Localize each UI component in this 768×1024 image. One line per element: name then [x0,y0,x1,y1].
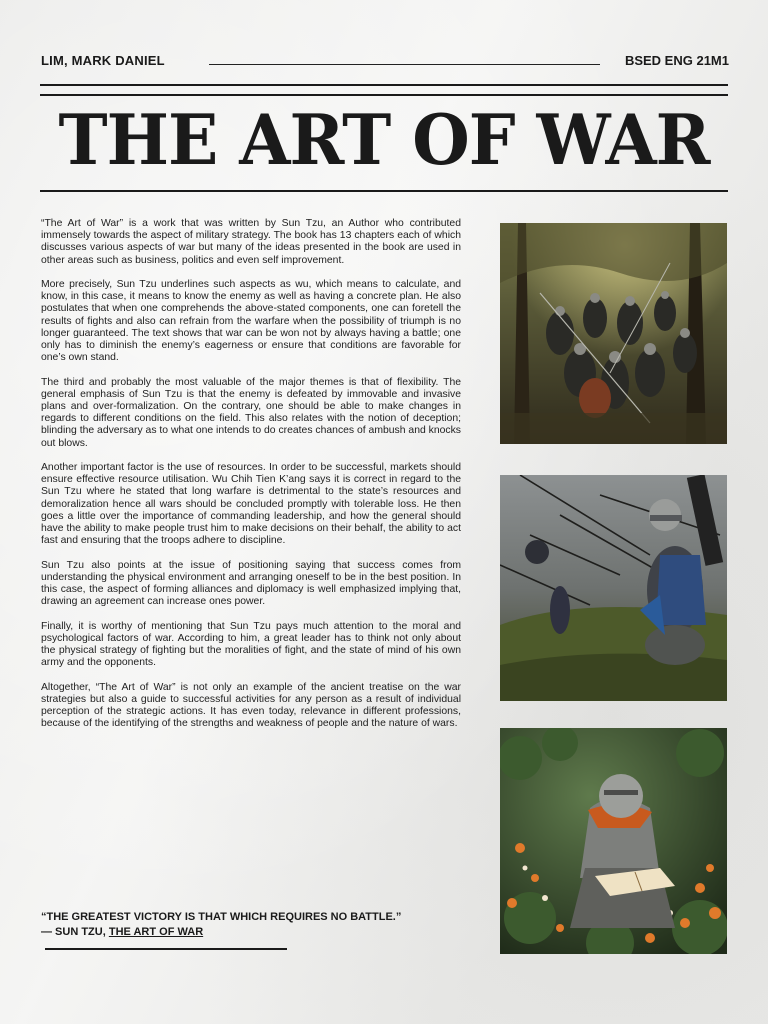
quote-underline [45,948,287,950]
quote-attribution [41,925,441,940]
battle-forest-illustration [500,223,727,444]
paragraph: Altogether, “The Art of War” is not only an example of the ancient treatise on the war strategies but also a guide to successful activities for any person as a result of individual perception of the strategic actions. It has even today, relevance in different professions, because of the identifying of the strengths and weakness of people and the nature of wars. [41,681,461,730]
title-bottom-rule [40,190,728,192]
header-name: LIM, MARK DANIEL [41,53,165,68]
header-divider [209,64,600,65]
paragraph: More precisely, Sun Tzu underlines such aspects as wu, which means to calculate, and know, in this case, it means to know the enemy as well as having a concrete plan. He also postulates that when one comprehends the above-stated components, one can foretell the results of fights and also can refrain from the warfare when the possibility of triumph is no longer guaranteed. The text shows that war can be won not by always having a battle; one only has to diminish the enemy’s eagerness or ensure that conditions are favorable for one’s own stand. [41,279,461,364]
article-body [41,218,461,743]
quote-text: “THE GREATEST VICTORY IS THAT WHICH REQUIRES NO BATTLE.” [41,911,402,923]
title-top-rule-2 [40,94,728,96]
title-top-rule [40,84,728,86]
knight-reading-illustration [500,728,727,954]
pull-quote [41,910,441,940]
knight-arrows-illustration [500,475,727,701]
header-course-code: BSED ENG 21M1 [624,53,729,68]
attribution-work-link[interactable]: THE ART OF WAR [108,926,204,938]
paragraph: Sun Tzu also points at the issue of positioning saying that success comes from understanding the physical environment and arranging oneself to be in the best position. In this case, the aspect of forming alliances and diplomacy is well emphasized implying that, drawing an agreement can increase ones power. [41,559,461,608]
paragraph: Finally, it is worthy of mentioning that Sun Tzu pays much attention to the moral and psychological factors of war. According to him, a great leader has to think not only about the physical strategy of fighting but the moralities of fight, and the state of mind of his own army and the opponents. [41,620,461,669]
attribution-prefix: — SUN TZU, [41,926,109,938]
paragraph: “The Art of War” is a work that was written by Sun Tzu, an Author who contributed immensely towards the aspect of military strategy. The book has 13 chapters each of which discusses various aspects of war but many of the ideas presented in the book are used in other areas such as business, politics and even self improvement. [41,218,461,266]
paragraph: Another important factor is the use of resources. In order to be successful, markets should ensure effective resource utilisation. Wu Chih Tien K’ang says it is correct in regard to the Sun Tzu where he stated that long warfare is detrimental to the state’s resources and demoralization hence all wars should be concluded promptly with tolerable loss. He then goes a little over the importance of commanding leadership, and how the general should have the ability to make people trust him to make decisions on their behalf, the ability to act fast and ensuring that the troops adhere to discipline. [41,462,461,547]
page-title: THE ART OF WAR [58,99,710,181]
paragraph: The third and probably the most valuable of the major themes is that of flexibility. The general emphasis of Sun Tzu is that the enemy is defeated by immovable and invasive plans and over-formalization. On the contrary, one should be able to make changes in regards to different conditions on the field. This also relates with the notion of deception; blinding the adversary as to what one intends to do creates chances of ambush and knocks out blows. [41,376,461,449]
